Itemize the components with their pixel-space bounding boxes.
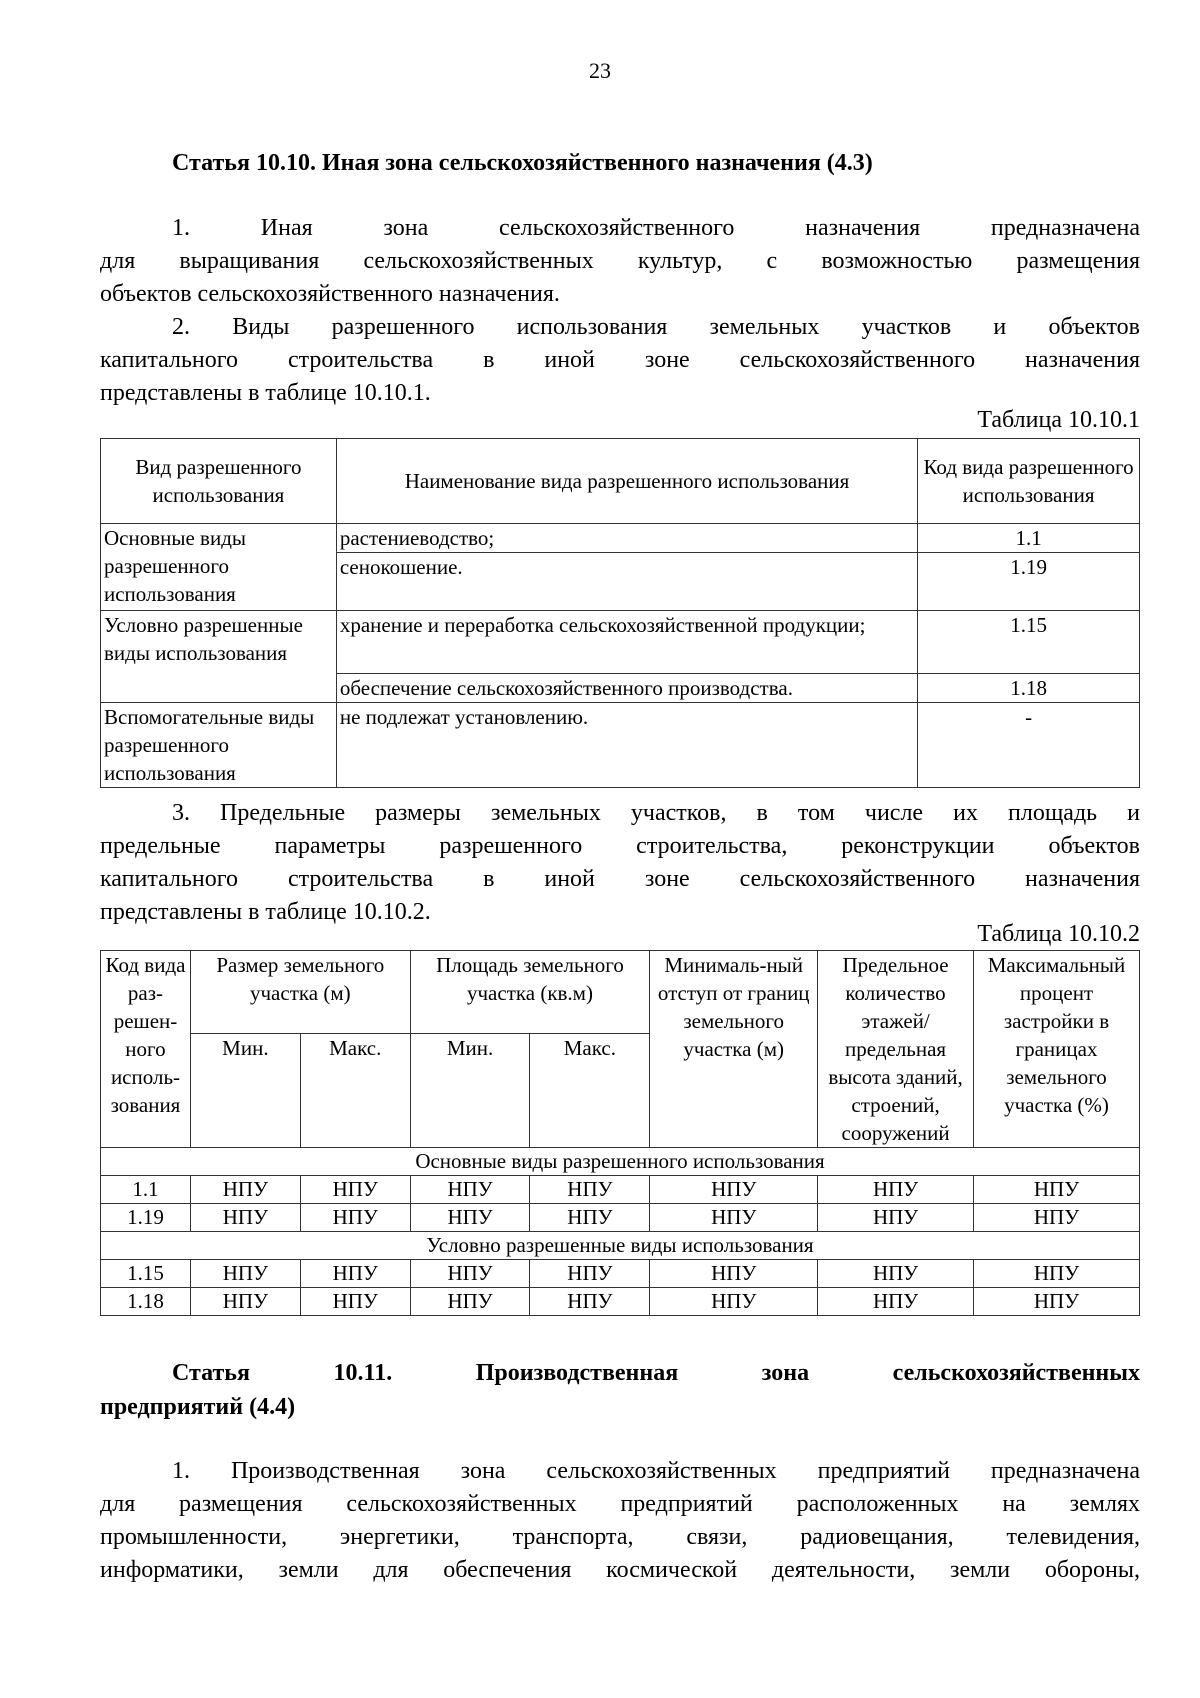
table-cell: НПУ (300, 1176, 410, 1204)
heading-word: зона (761, 1360, 810, 1386)
table-code-cell: 1.18 (918, 674, 1140, 703)
table-cell: НПУ (190, 1204, 300, 1232)
table-section-cell: Основные виды разрешенного использования (101, 1148, 1140, 1176)
table-header-cell: Код вида раз-решен-ного исполь-зования (101, 951, 191, 1148)
table-cell: НПУ (530, 1176, 650, 1204)
heading-word: Статья (172, 1360, 250, 1386)
paragraph-line: 3. Предельные размеры земельных участков, в том числе их площадь и (172, 800, 1140, 826)
table-cell: 1.19 (101, 1204, 191, 1232)
table-cell: НПУ (190, 1288, 300, 1316)
paragraph-4 (100, 1455, 1140, 1587)
paragraph-line: капитального строительства в иной зоне сельскохозяйственного назначения (100, 347, 1140, 373)
paragraph-2 (100, 311, 1140, 410)
table-cell: растениеводство; (336, 524, 917, 553)
paragraph-line: представлены в таблице 10.10.1. (100, 380, 431, 406)
table-caption-1: Таблица 10.10.1 (977, 407, 1140, 433)
table-row (101, 703, 1140, 788)
paragraph-1 (100, 212, 1140, 311)
table-category-cell: Вспомогательные виды разрешенного использования (101, 703, 337, 788)
heading-word: сельскохозяйственных (892, 1360, 1140, 1386)
table-caption-2: Таблица 10.10.2 (977, 921, 1140, 947)
table-section-row (101, 1232, 1140, 1260)
table-cell: НПУ (650, 1204, 818, 1232)
table-row (101, 1176, 1140, 1204)
table-code-cell: - (918, 703, 1140, 788)
paragraph-line: капитального строительства в иной зоне сельскохозяйственного назначения (100, 866, 1140, 892)
table-row (101, 1288, 1140, 1316)
table-cell: НПУ (650, 1176, 818, 1204)
table-section-row (101, 1148, 1140, 1176)
paragraph-3 (100, 797, 1140, 929)
table-code-cell: 1.19 (918, 553, 1140, 611)
article-heading-10-11 (172, 1360, 1140, 1387)
article-heading-10-10: Статья 10.10. Иная зона сельскохозяйственного назначения (4.3) (172, 150, 873, 176)
table-cell: НПУ (818, 1260, 974, 1288)
table-header-cell: Размер земельного участка (м) (190, 951, 410, 1034)
table-cell: НПУ (530, 1204, 650, 1232)
paragraph-line: 1. Производственная зона сельскохозяйственных предприятий предназначена (172, 1458, 1140, 1484)
table-permitted-uses (100, 438, 1140, 788)
table-cell: НПУ (530, 1260, 650, 1288)
table-header-row (101, 439, 1140, 524)
table-cell: НПУ (818, 1288, 974, 1316)
table-cell: хранение и переработка сельскохозяйственной продукции; (336, 611, 917, 674)
table-row (101, 1204, 1140, 1232)
table-cell: не подлежат установлению. (336, 703, 917, 788)
table-cell: НПУ (650, 1288, 818, 1316)
table-cell: НПУ (190, 1260, 300, 1288)
table-header-cell: Минималь-ный отступ от границ земельного участка (м) (650, 951, 818, 1148)
paragraph-line: предельные параметры разрешенного строительства, реконструкции объектов (100, 833, 1140, 859)
table-header-cell: Наименование вида разрешенного использования (336, 439, 917, 524)
table-row (101, 524, 1140, 553)
table-limit-parameters (100, 950, 1140, 1316)
table-cell: НПУ (410, 1260, 530, 1288)
table-cell: НПУ (974, 1260, 1140, 1288)
table-cell: НПУ (818, 1204, 974, 1232)
heading-word: Производственная (475, 1360, 679, 1386)
paragraph-line: 1. Иная зона сельскохозяйственного назначения предназначена (172, 215, 1140, 241)
table-header-cell: Максимальный процент застройки в границах земельного участка (%) (974, 951, 1140, 1148)
table-header-cell: Мин. (410, 1033, 530, 1147)
paragraph-line: информатики, земли для обеспечения космической деятельности, земли обороны, (100, 1557, 1140, 1583)
table-row (101, 1260, 1140, 1288)
table-cell: НПУ (300, 1260, 410, 1288)
table-cell: НПУ (974, 1204, 1140, 1232)
table-cell: НПУ (818, 1176, 974, 1204)
heading-word: 10.11. (333, 1360, 393, 1386)
table-cell: НПУ (974, 1288, 1140, 1316)
table-header-cell: Макс. (530, 1033, 650, 1147)
table-cell: 1.1 (101, 1176, 191, 1204)
table-cell: 1.15 (101, 1260, 191, 1288)
table-cell: НПУ (300, 1288, 410, 1316)
paragraph-line: 2. Виды разрешенного использования земельных участков и объектов (172, 314, 1140, 340)
table-category-cell: Основные виды разрешенного использования (101, 524, 337, 611)
table-code-cell: 1.15 (918, 611, 1140, 674)
table-cell: 1.18 (101, 1288, 191, 1316)
table-code-cell: 1.1 (918, 524, 1140, 553)
table-cell: НПУ (190, 1176, 300, 1204)
table-cell: сенокошение. (336, 553, 917, 611)
article-heading-10-11-line2: предприятий (4.4) (100, 1394, 296, 1420)
table-cell: НПУ (300, 1204, 410, 1232)
table-header-cell: Мин. (190, 1033, 300, 1147)
table-header-cell: Макс. (300, 1033, 410, 1147)
paragraph-line: для размещения сельскохозяйственных предприятий расположенных на землях (100, 1491, 1140, 1517)
paragraph-line: промышленности, энергетики, транспорта, связи, радиовещания, телевидения, (100, 1524, 1140, 1550)
table-section-cell: Условно разрешенные виды использования (101, 1232, 1140, 1260)
table-header-cell: Вид разрешенного использования (101, 439, 337, 524)
paragraph-line: объектов сельскохозяйственного назначения. (100, 281, 560, 307)
page-number: 23 (589, 58, 611, 83)
table-cell: НПУ (410, 1176, 530, 1204)
table-cell: обеспечение сельскохозяйственного производства. (336, 674, 917, 703)
table-header-row (101, 951, 1140, 1034)
table-cell: НПУ (650, 1260, 818, 1288)
table-cell: НПУ (410, 1288, 530, 1316)
table-row (101, 611, 1140, 674)
table-header-cell: Предельное количество этажей/ предельная высота зданий, строений, сооружений (818, 951, 974, 1148)
paragraph-line: для выращивания сельскохозяйственных культур, с возможностью размещения (100, 248, 1140, 274)
table-category-cell: Условно разрешенные виды использования (101, 611, 337, 703)
table-cell: НПУ (974, 1176, 1140, 1204)
table-cell: НПУ (410, 1204, 530, 1232)
table-header-cell: Площадь земельного участка (кв.м) (410, 951, 650, 1034)
table-header-cell: Код вида разрешенного использования (918, 439, 1140, 524)
table-cell: НПУ (530, 1288, 650, 1316)
paragraph-line: представлены в таблице 10.10.2. (100, 899, 431, 925)
